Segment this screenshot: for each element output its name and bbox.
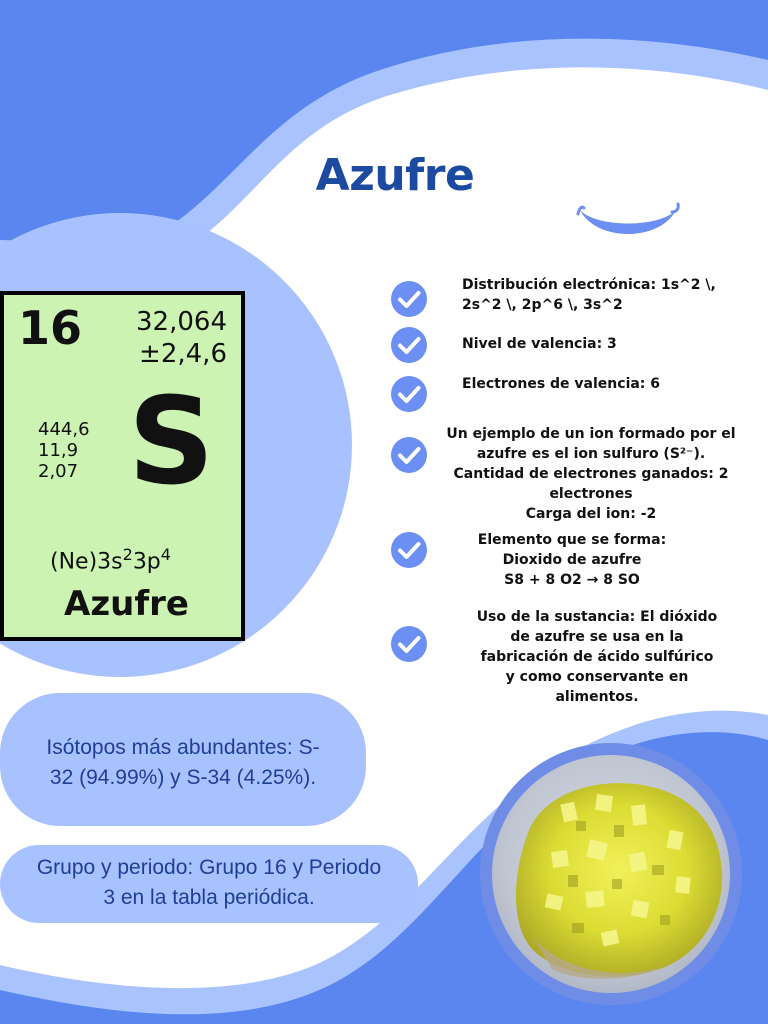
isotopes-box [0, 693, 366, 826]
info-line: Elemento que se forma: [477, 532, 667, 548]
info-line: electrones [549, 486, 633, 502]
info-line: Electrones de valencia: 6 [462, 376, 661, 392]
info-line: de azufre se usa en la [510, 629, 684, 645]
info-line: Dioxido de azufre [502, 552, 642, 568]
atomic-number: 16 [18, 301, 83, 355]
element-properties [38, 419, 90, 482]
group-period-text [0, 845, 418, 913]
info-line: azufre es el ion sulfuro (S²⁻). [476, 446, 706, 462]
group-period-box [0, 845, 418, 923]
group-period-line: Grupo y periodo: Grupo 16 y Periodo [36, 856, 382, 879]
info-line: S8 + 8 O2 → 8 SO [504, 572, 640, 588]
oxidation-states: ±2,4,6 [139, 339, 227, 369]
periodic-element-card [0, 291, 245, 641]
config-exponent: 2 [122, 545, 133, 564]
info-line: Nivel de valencia: 3 [462, 336, 617, 352]
info-line: Carga del ion: -2 [525, 506, 657, 522]
smile-icon [576, 200, 680, 250]
atomic-mass: 32,064 [136, 307, 227, 337]
sulfur-photo [492, 755, 730, 993]
info-line: y como conservante en [505, 669, 689, 685]
element-name: Azufre [64, 584, 189, 624]
element-symbol: S [128, 373, 215, 512]
element-property: 2,07 [38, 461, 79, 482]
element-property: 444,6 [38, 419, 90, 440]
page-title: Azufre [315, 150, 475, 201]
info-line: Un ejemplo de un ion formado por el [446, 426, 736, 442]
isotopes-line: 32 (94.99%) y S-34 (4.25%). [49, 766, 317, 789]
isotopes-line: Isótopos más abundantes: S- [46, 736, 320, 759]
info-line: alimentos. [555, 689, 639, 705]
electron-configuration [50, 547, 171, 573]
info-line: Cantidad de electrones ganados: 2 [453, 466, 729, 482]
info-line: fabricación de ácido sulfúrico [480, 649, 714, 665]
sulfur-photo-frame [480, 743, 742, 1005]
info-line: Distribución electrónica: 1s^2 \, [462, 277, 716, 293]
element-property: 11,9 [38, 440, 79, 461]
config-mid: 3p [132, 549, 161, 575]
config-base: (Ne)3s [50, 549, 123, 575]
sulfur-crystal-illustration [492, 755, 730, 993]
group-period-line: 3 en la tabla periódica. [103, 886, 315, 909]
isotopes-text [0, 693, 366, 793]
info-line: 2s^2 \, 2p^6 \, 3s^2 [462, 297, 623, 313]
config-exponent: 4 [160, 545, 171, 564]
info-line: Uso de la sustancia: El dióxido [476, 609, 718, 625]
